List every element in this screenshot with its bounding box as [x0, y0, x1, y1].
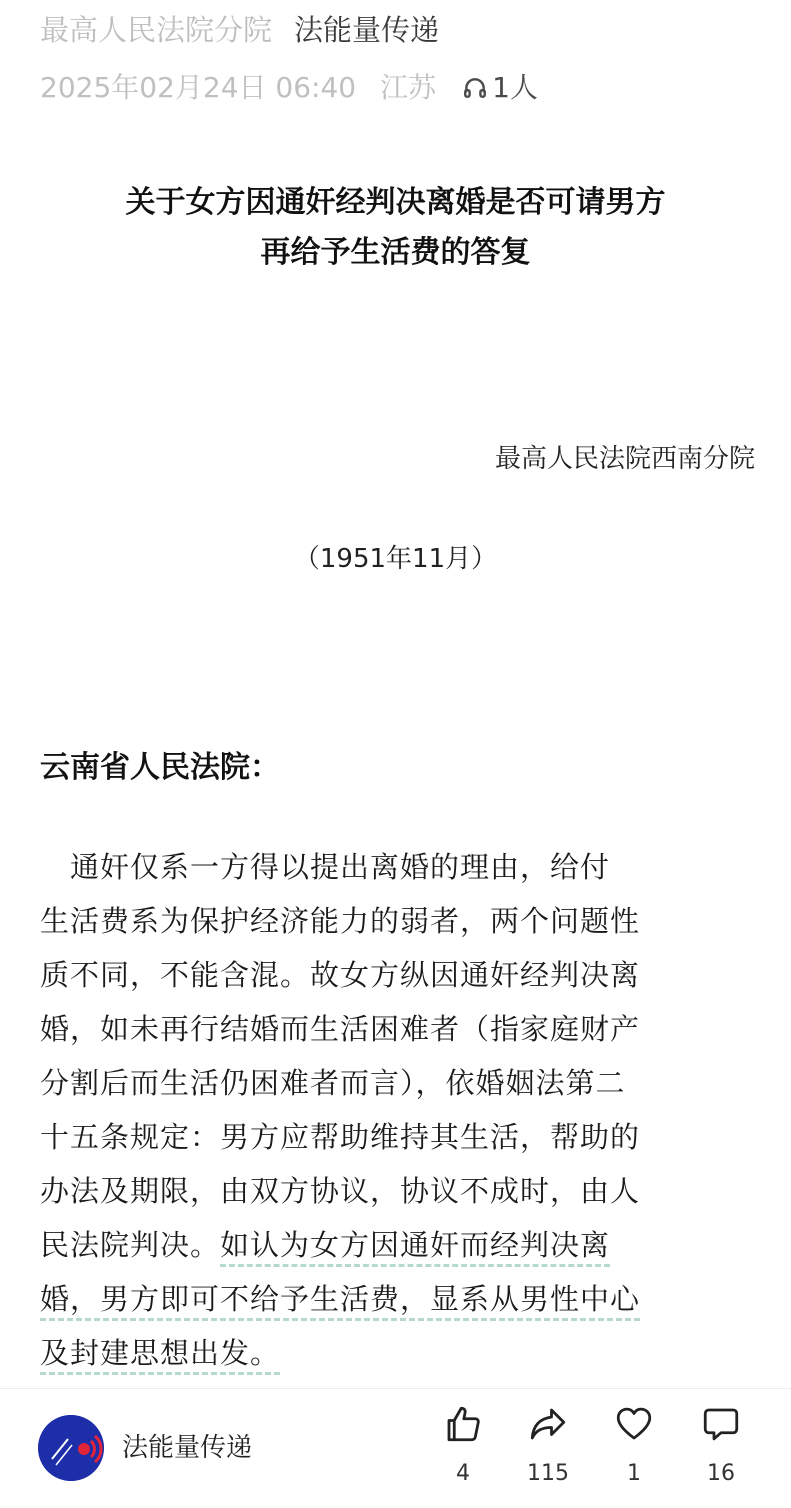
comment-bubble-icon — [700, 1403, 742, 1445]
thumbs-up-icon — [442, 1403, 484, 1445]
body-line: 办法及期限，由双方协议，协议不成时，由人 — [40, 1174, 641, 1208]
share-button[interactable] — [513, 1403, 583, 1486]
body-line: 十五条规定：男方应帮助维持其生活，帮助的 — [40, 1120, 641, 1154]
document-title-line-1: 关于女方因通奸经判决离婚是否可请男方 — [125, 185, 666, 220]
body-line: 通奸仅系一方得以提出离婚的理由，给付 — [40, 850, 611, 884]
document-date: （1951年11月） — [293, 544, 498, 574]
author-name[interactable]: 法能量传递 — [122, 1433, 253, 1463]
body-line — [40, 1218, 756, 1272]
document-addressee: 云南省人民法院： — [40, 750, 280, 785]
author-avatar[interactable] — [38, 1415, 104, 1481]
publish-location: 江苏 — [380, 71, 437, 104]
comment-count: 16 — [707, 1461, 735, 1486]
body-text-plain: 民法院判决。 — [40, 1228, 221, 1262]
listen-button[interactable] — [462, 66, 538, 110]
body-line — [40, 1272, 756, 1326]
bottom-action-bar — [0, 1388, 791, 1508]
channel-name[interactable]: 法能量传递 — [294, 13, 440, 47]
favorite-button[interactable] — [599, 1403, 669, 1486]
heart-icon — [613, 1403, 655, 1445]
body-line: 分割后而生活仍困难者而言），依婚姻法第二 — [40, 1066, 626, 1100]
headphone-icon — [462, 75, 488, 101]
body-line: 质不同，不能含混。故女方纵因通奸经判决离 — [40, 958, 641, 992]
highlighted-text[interactable]: 及封建思想出发。 — [40, 1336, 280, 1375]
highlighted-text[interactable]: 婚，男方即可不给予生活费，显系从男性中心 — [40, 1282, 640, 1321]
body-line: 生活费系为保护经济能力的弱者，两个问题性 — [40, 904, 641, 938]
listener-count: 1人 — [492, 71, 538, 104]
highlighted-text[interactable]: 如认为女方因通奸而经判决离 — [220, 1228, 610, 1267]
like-button[interactable] — [428, 1403, 498, 1486]
document-title-line-2: 再给予生活费的答复 — [260, 235, 531, 270]
like-count: 4 — [456, 1461, 470, 1486]
body-line: 婚，如未再行结婚而生活困难者（指家庭财产 — [40, 1012, 641, 1046]
comment-button[interactable] — [686, 1403, 756, 1486]
article-meta — [40, 66, 538, 110]
favorite-count: 1 — [627, 1461, 641, 1486]
document-issuer: 最高人民法院西南分院 — [494, 444, 755, 474]
author-logo-icon — [38, 1415, 104, 1481]
source-name[interactable]: 最高人民法院分院 — [40, 13, 273, 47]
article-header — [40, 8, 439, 52]
document-body — [40, 840, 756, 1380]
body-line — [40, 1326, 756, 1380]
publish-datetime: 2025年02月24日 06:40 — [40, 71, 357, 104]
share-arrow-icon — [527, 1403, 569, 1445]
document-title — [0, 178, 791, 278]
share-count: 115 — [527, 1461, 569, 1486]
